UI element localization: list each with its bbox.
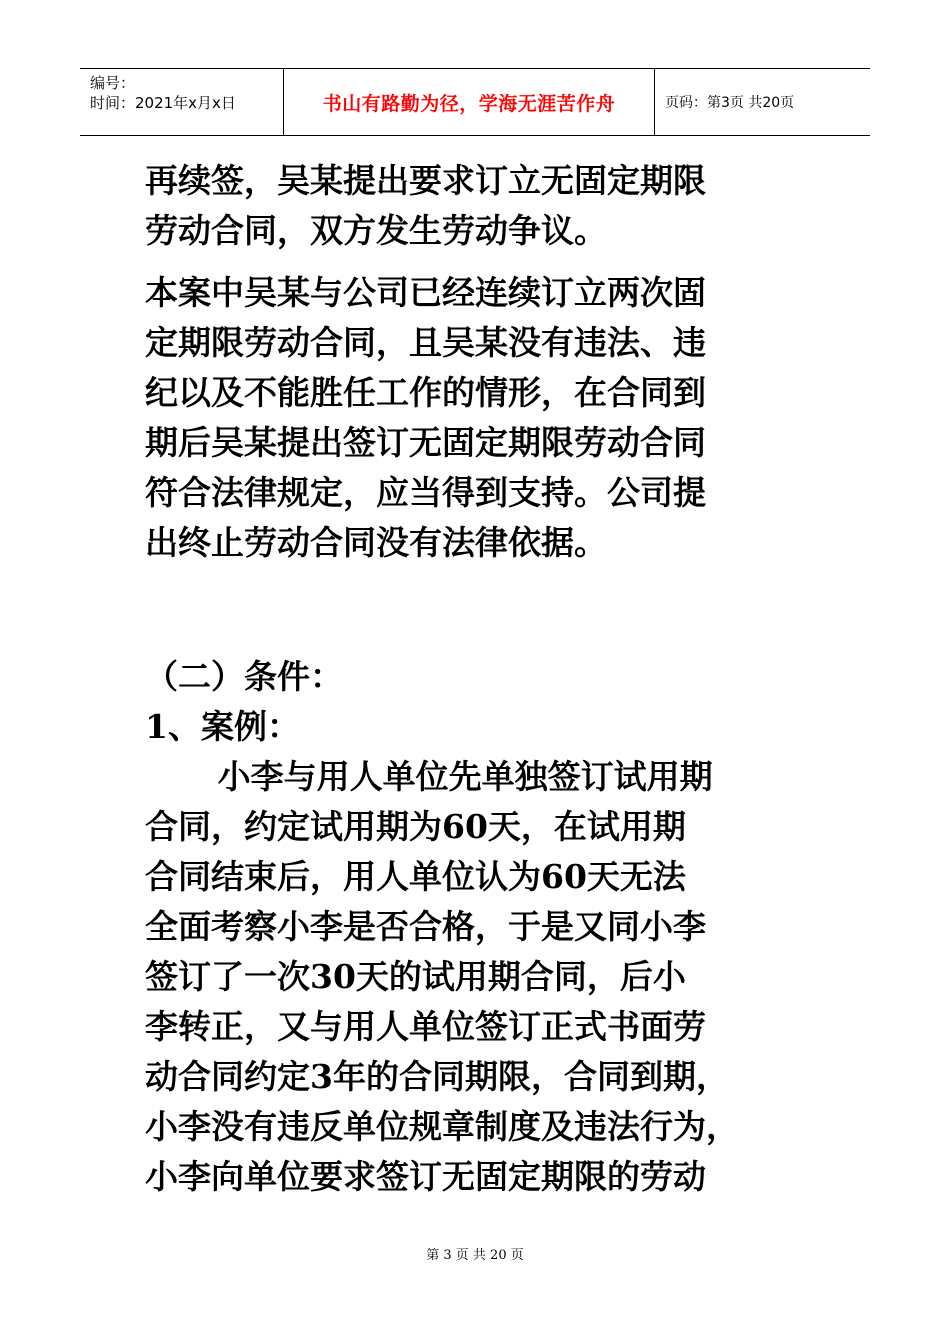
text-line: 合同结束后，用人单位认为60天无法 [145, 857, 686, 896]
text-line: 签订了一次30天的试用期合同，后小 [145, 957, 686, 996]
paragraph-continuation [145, 156, 845, 256]
text-line: 本案中吴某与公司已经连续订立两次固 [145, 273, 706, 312]
text-line: 符合法律规定，应当得到支持。公司提 [145, 473, 706, 512]
header-page-info: 页码：第3页 共20页 [665, 95, 795, 111]
text-line: 出终止劳动合同没有法律依据。 [145, 523, 607, 562]
text-line: 再续签，吴某提出要求订立无固定期限 [145, 161, 706, 200]
page-header [80, 68, 870, 136]
paragraph-analysis [145, 268, 845, 568]
text-line: 小李向单位要求签订无固定期限的劳动 [145, 1157, 706, 1196]
text-line: 小李与用人单位先单独签订试用期 [217, 757, 713, 796]
paragraph-case [145, 752, 845, 1202]
page-footer: 第 3 页 共 20 页 [426, 1248, 524, 1263]
text-line: 期后吴某提出签订无固定期限劳动合同 [145, 423, 706, 462]
text-line: 纪以及不能胜任工作的情形，在合同到 [145, 373, 706, 412]
text-line: 动合同约定3年的合同期限，合同到期， [145, 1057, 729, 1096]
header-motto: 书山有路勤为径，学海无涯苦作舟 [283, 69, 655, 135]
doc-number-label: 编号： [90, 74, 136, 92]
header-meta [80, 69, 283, 135]
text-line: 小李没有违反单位规章制度及违法行为， [145, 1107, 739, 1146]
text-line: 全面考察小李是否合格，于是又同小李 [145, 907, 706, 946]
case-heading: 1、案例： [145, 707, 300, 746]
text-line: 劳动合同，双方发生劳动争议。 [145, 211, 607, 250]
text-line: 合同，约定试用期为60天，在试用期 [145, 807, 686, 846]
section-heading: （二）条件： [145, 657, 343, 696]
doc-date-label: 时间：2021年x月x日 [90, 94, 236, 112]
text-line: 定期限劳动合同，且吴某没有违法、违 [145, 323, 706, 362]
document-body [145, 156, 845, 1202]
text-line: 李转正，又与用人单位签订正式书面劳 [145, 1007, 706, 1046]
